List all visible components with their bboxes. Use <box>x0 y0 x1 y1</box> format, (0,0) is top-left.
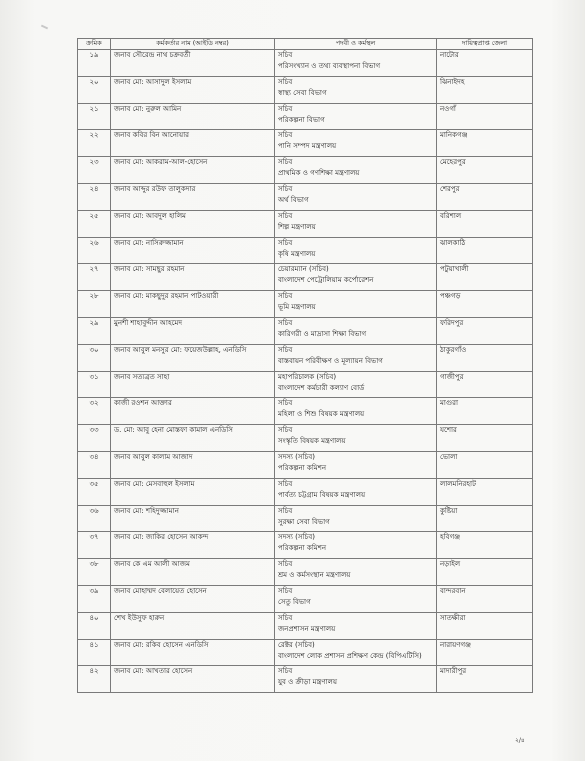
officer-name-cell: জনাব মো: মেসবাহুল ইসলাম <box>111 478 275 505</box>
officer-name-cell: জনাব কে এম আলী আজম <box>111 559 275 586</box>
officer-name-cell: মুনশী শাহাবুদ্দীন আহমেদ <box>111 317 275 344</box>
district-cell: পটুয়াখালী <box>437 264 533 291</box>
designation-title: সচিব <box>278 131 293 140</box>
table-row <box>78 505 533 532</box>
officer-name-cell: জনাব আবুল মনসুর মো: ফয়েজউল্লাহ, এনডিসি <box>111 344 275 371</box>
designation-title: সচিব <box>278 211 293 220</box>
designation-cell <box>275 585 437 612</box>
designation-title: সচিব <box>278 506 293 515</box>
designation-cell <box>275 76 437 103</box>
district-cell: মাদারীপুর <box>437 666 533 693</box>
scan-mark <box>41 25 48 30</box>
serial-cell: ২৮ <box>78 291 111 318</box>
designation-title: সচিব <box>278 586 293 595</box>
page-number: ২/৪ <box>515 737 525 744</box>
designation-title: সচিব <box>278 77 293 86</box>
workplace: শিল্প মন্ত্রণালয় <box>278 222 316 231</box>
district-cell: বরিশাল <box>437 210 533 237</box>
workplace: সেতু বিভাগ <box>278 597 311 606</box>
designation-cell <box>275 264 437 291</box>
district-cell: কুষ্টিয়া <box>437 505 533 532</box>
serial-cell: ২৯ <box>78 317 111 344</box>
table-row <box>78 76 533 103</box>
workplace: ভূমি মন্ত্রণালয় <box>278 303 316 312</box>
workplace: বাংলাদেশ লোক প্রশাসন প্রশিক্ষণ কেন্দ্র (বিপিএটিসি) <box>278 651 422 660</box>
officer-name-cell: ড. মো: আবু হেনা মোস্তফা কামাল এনডিসি <box>111 425 275 452</box>
district-cell: ভোলা <box>437 451 533 478</box>
workplace: স্বাস্থ্য সেবা বিভাগ <box>278 88 327 97</box>
table-body <box>78 50 533 693</box>
district-cell: ফরিদপুর <box>437 317 533 344</box>
district-cell: ঝালকাঠি <box>437 237 533 264</box>
district-cell: নওগাঁ <box>437 103 533 130</box>
district-cell: মেহেরপুর <box>437 157 533 184</box>
workplace: পরিকল্পনা কমিশন <box>278 463 327 472</box>
designation-cell <box>275 344 437 371</box>
designation-title: সচিব <box>278 158 293 167</box>
serial-cell: ২৭ <box>78 264 111 291</box>
designation-cell <box>275 532 437 559</box>
designation-title: সচিব <box>278 51 293 59</box>
officer-name-cell: জনাব মো: শহিদুজ্জামান <box>111 505 275 532</box>
workplace: প্রাথমিক ও গণশিক্ষা মন্ত্রণালয় <box>278 169 360 178</box>
workplace: কৃষি মন্ত্রণালয় <box>278 249 316 258</box>
serial-cell: ৪১ <box>78 639 111 666</box>
officer-district-table <box>77 38 533 693</box>
table-row <box>78 344 533 371</box>
designation-title: সচিব <box>278 104 293 113</box>
table-row <box>78 666 533 693</box>
workplace: অর্থ বিভাগ <box>278 195 309 204</box>
serial-cell: ৩৭ <box>78 532 111 559</box>
serial-cell: ৪২ <box>78 666 111 693</box>
district-cell: নড়াইল <box>437 559 533 586</box>
district-cell: নাটোর <box>437 50 533 77</box>
workplace: পরিসংখ্যান ও তথ্য ব্যবস্থাপনা বিভাগ <box>278 62 381 70</box>
designation-cell <box>275 317 437 344</box>
table-row <box>78 371 533 398</box>
serial-cell: ২০ <box>78 76 111 103</box>
designation-title: সচিব <box>278 479 293 488</box>
workplace: বাংলাদেশ কর্মচারী কল্যাণ বোর্ড <box>278 383 365 392</box>
designation-title: সচিব <box>278 399 293 408</box>
table-row <box>78 317 533 344</box>
officer-name-cell: জনাব আব্দুর রউফ তালুকদার <box>111 183 275 210</box>
serial-cell: ২৫ <box>78 210 111 237</box>
serial-cell: ৩১ <box>78 371 111 398</box>
serial-cell: ৩৩ <box>78 425 111 452</box>
district-cell: গাজীপুর <box>437 371 533 398</box>
officer-name-cell: জনাব মো: জাকির হোসেন আকন্দ <box>111 532 275 559</box>
serial-cell: ৩৫ <box>78 478 111 505</box>
district-cell: যশোর <box>437 425 533 452</box>
designation-cell <box>275 130 437 157</box>
workplace: বাংলাদেশ পেট্রোলিয়াম কর্পোরেশন <box>278 276 374 285</box>
serial-cell: ৩৮ <box>78 559 111 586</box>
designation-cell <box>275 103 437 130</box>
table-row <box>78 264 533 291</box>
designation-title: মহাপরিচালক (সচিব) <box>278 372 337 381</box>
workplace: সুরক্ষা সেবা বিভাগ <box>278 517 330 526</box>
designation-title: সচিব <box>278 426 293 435</box>
district-cell: ঝিনাইদহ <box>437 76 533 103</box>
serial-cell: ৩৬ <box>78 505 111 532</box>
district-cell: নারায়ণগঞ্জ <box>437 639 533 666</box>
officer-name-cell: জনাব আবুল কালাম আজাদ <box>111 451 275 478</box>
district-cell: শেরপুর <box>437 183 533 210</box>
designation-cell <box>275 478 437 505</box>
district-cell: পঞ্চগড় <box>437 291 533 318</box>
designation-cell <box>275 666 437 693</box>
header-serial: ক্রমিক <box>78 39 111 50</box>
district-cell: বান্দরবান <box>437 585 533 612</box>
district-cell: সাতক্ষীরা <box>437 612 533 639</box>
designation-title: রেক্টর (সচিব) <box>278 640 315 649</box>
officer-name-cell: জনাব মো: নুরুল আমিন <box>111 103 275 130</box>
designation-title: সদস্য (সচিব) <box>278 533 315 542</box>
officer-name-cell: জনাব মো: আকরাম-আল-হোসেন <box>111 157 275 184</box>
table-row <box>78 130 533 157</box>
serial-cell: ২২ <box>78 130 111 157</box>
officer-name-cell: জনাব মোহাম্মদ বেলায়েত হোসেন <box>111 585 275 612</box>
designation-cell <box>275 612 437 639</box>
serial-cell: ৩৪ <box>78 451 111 478</box>
table-row <box>78 425 533 452</box>
designation-title: সচিব <box>278 238 293 247</box>
table-row <box>78 585 533 612</box>
designation-cell <box>275 425 437 452</box>
designation-cell <box>275 505 437 532</box>
designation-title: চেয়ারম্যান (সচিব) <box>278 265 329 274</box>
officer-name-cell: জনাব মো: মাকছুদুর রহমান পাটওয়ারী <box>111 291 275 318</box>
officer-name-cell: জনাব মো: আবদুল হালিম <box>111 210 275 237</box>
table-row <box>78 451 533 478</box>
workplace: জনপ্রশাসন মন্ত্রণালয় <box>278 624 336 633</box>
designation-cell <box>275 50 437 77</box>
designation-cell <box>275 210 437 237</box>
serial-cell: ৩০ <box>78 344 111 371</box>
table-row <box>78 532 533 559</box>
workplace: পার্বত্য চট্টগ্রাম বিষয়ক মন্ত্রণালয় <box>278 490 366 499</box>
table-row <box>78 612 533 639</box>
workplace: কারিগরী ও মাদ্রাসা শিক্ষা বিভাগ <box>278 329 367 338</box>
header-district: দায়িত্বপ্রাপ্ত জেলা <box>437 39 533 50</box>
designation-cell <box>275 183 437 210</box>
workplace: পরিকল্পনা কমিশন <box>278 544 327 553</box>
workplace: বাস্তবায়ন পরিবীক্ষণ ও মূল্যায়ন বিভাগ <box>278 356 383 365</box>
designation-title: সচিব <box>278 345 293 354</box>
officer-name-cell: জনাব সৌরেন্দ্র নাথ চক্রবর্তী <box>111 50 275 77</box>
designation-cell <box>275 398 437 425</box>
designation-title: সচিব <box>278 667 293 676</box>
designation-cell <box>275 157 437 184</box>
district-cell: মাগুরা <box>437 398 533 425</box>
serial-cell: ৩২ <box>78 398 111 425</box>
header-designation: পদবী ও কর্মস্থল <box>275 39 437 50</box>
table-row <box>78 50 533 77</box>
workplace: পানি সম্পদ মন্ত্রণালয় <box>278 142 337 151</box>
header-name: কর্মকর্তার নাম (আইডি নম্বর) <box>111 39 275 50</box>
serial-cell: ৩৯ <box>78 585 111 612</box>
designation-title: সচিব <box>278 613 293 622</box>
workplace: যুব ও ক্রীড়া মন্ত্রণালয় <box>278 678 337 687</box>
table-row <box>78 103 533 130</box>
table-row <box>78 478 533 505</box>
designation-cell <box>275 559 437 586</box>
district-cell: লালমনিরহাট <box>437 478 533 505</box>
serial-cell: ২৪ <box>78 183 111 210</box>
officer-name-cell: জনাব মো: নাসিরুজ্জামান <box>111 237 275 264</box>
designation-title: সদস্য (সচিব) <box>278 452 315 461</box>
district-cell: ঠাকুরগাঁও <box>437 344 533 371</box>
officer-name-cell: কাজী রওশন আক্তার <box>111 398 275 425</box>
table-row <box>78 559 533 586</box>
designation-title: সচিব <box>278 184 293 193</box>
serial-cell: ২১ <box>78 103 111 130</box>
designation-title: সচিব <box>278 292 293 301</box>
district-cell: হবিগঞ্জ <box>437 532 533 559</box>
district-cell: মানিকগঞ্জ <box>437 130 533 157</box>
table-row <box>78 398 533 425</box>
officer-name-cell: জনাব মো: আখতার হোসেন <box>111 666 275 693</box>
serial-cell: ২৩ <box>78 157 111 184</box>
workplace: শ্রম ও কর্মসংস্থান মন্ত্রণালয় <box>278 571 351 580</box>
workplace: সংস্কৃতি বিষয়ক মন্ত্রণালয় <box>278 437 346 446</box>
designation-cell <box>275 237 437 264</box>
designation-cell <box>275 639 437 666</box>
designation-title: সচিব <box>278 560 293 569</box>
serial-cell: ২৬ <box>78 237 111 264</box>
table-row <box>78 157 533 184</box>
table-header-row <box>78 39 533 50</box>
designation-cell <box>275 371 437 398</box>
serial-cell: ৪০ <box>78 612 111 639</box>
table-row <box>78 639 533 666</box>
officer-name-cell: জনাব মো: সামছুর রহমান <box>111 264 275 291</box>
table-row <box>78 210 533 237</box>
officer-name-cell: শেখ ইউসুফ হারুন <box>111 612 275 639</box>
workplace: পরিকল্পনা বিভাগ <box>278 115 325 124</box>
table-row <box>78 183 533 210</box>
workplace: মহিলা ও শিশু বিষয়ক মন্ত্রণালয় <box>278 410 365 419</box>
table-row <box>78 291 533 318</box>
officer-name-cell: জনাব সত্যব্রত সাহা <box>111 371 275 398</box>
serial-cell: ১৯ <box>78 50 111 77</box>
table-row <box>78 237 533 264</box>
designation-cell <box>275 291 437 318</box>
officer-name-cell: জনাব মো: আসাদুল ইসলাম <box>111 76 275 103</box>
designation-cell <box>275 451 437 478</box>
officer-name-cell: জনাব মো: রকিব হোসেন এনডিসি <box>111 639 275 666</box>
designation-title: সচিব <box>278 318 293 327</box>
officer-name-cell: জনাব কবির বিন আনোয়ার <box>111 130 275 157</box>
